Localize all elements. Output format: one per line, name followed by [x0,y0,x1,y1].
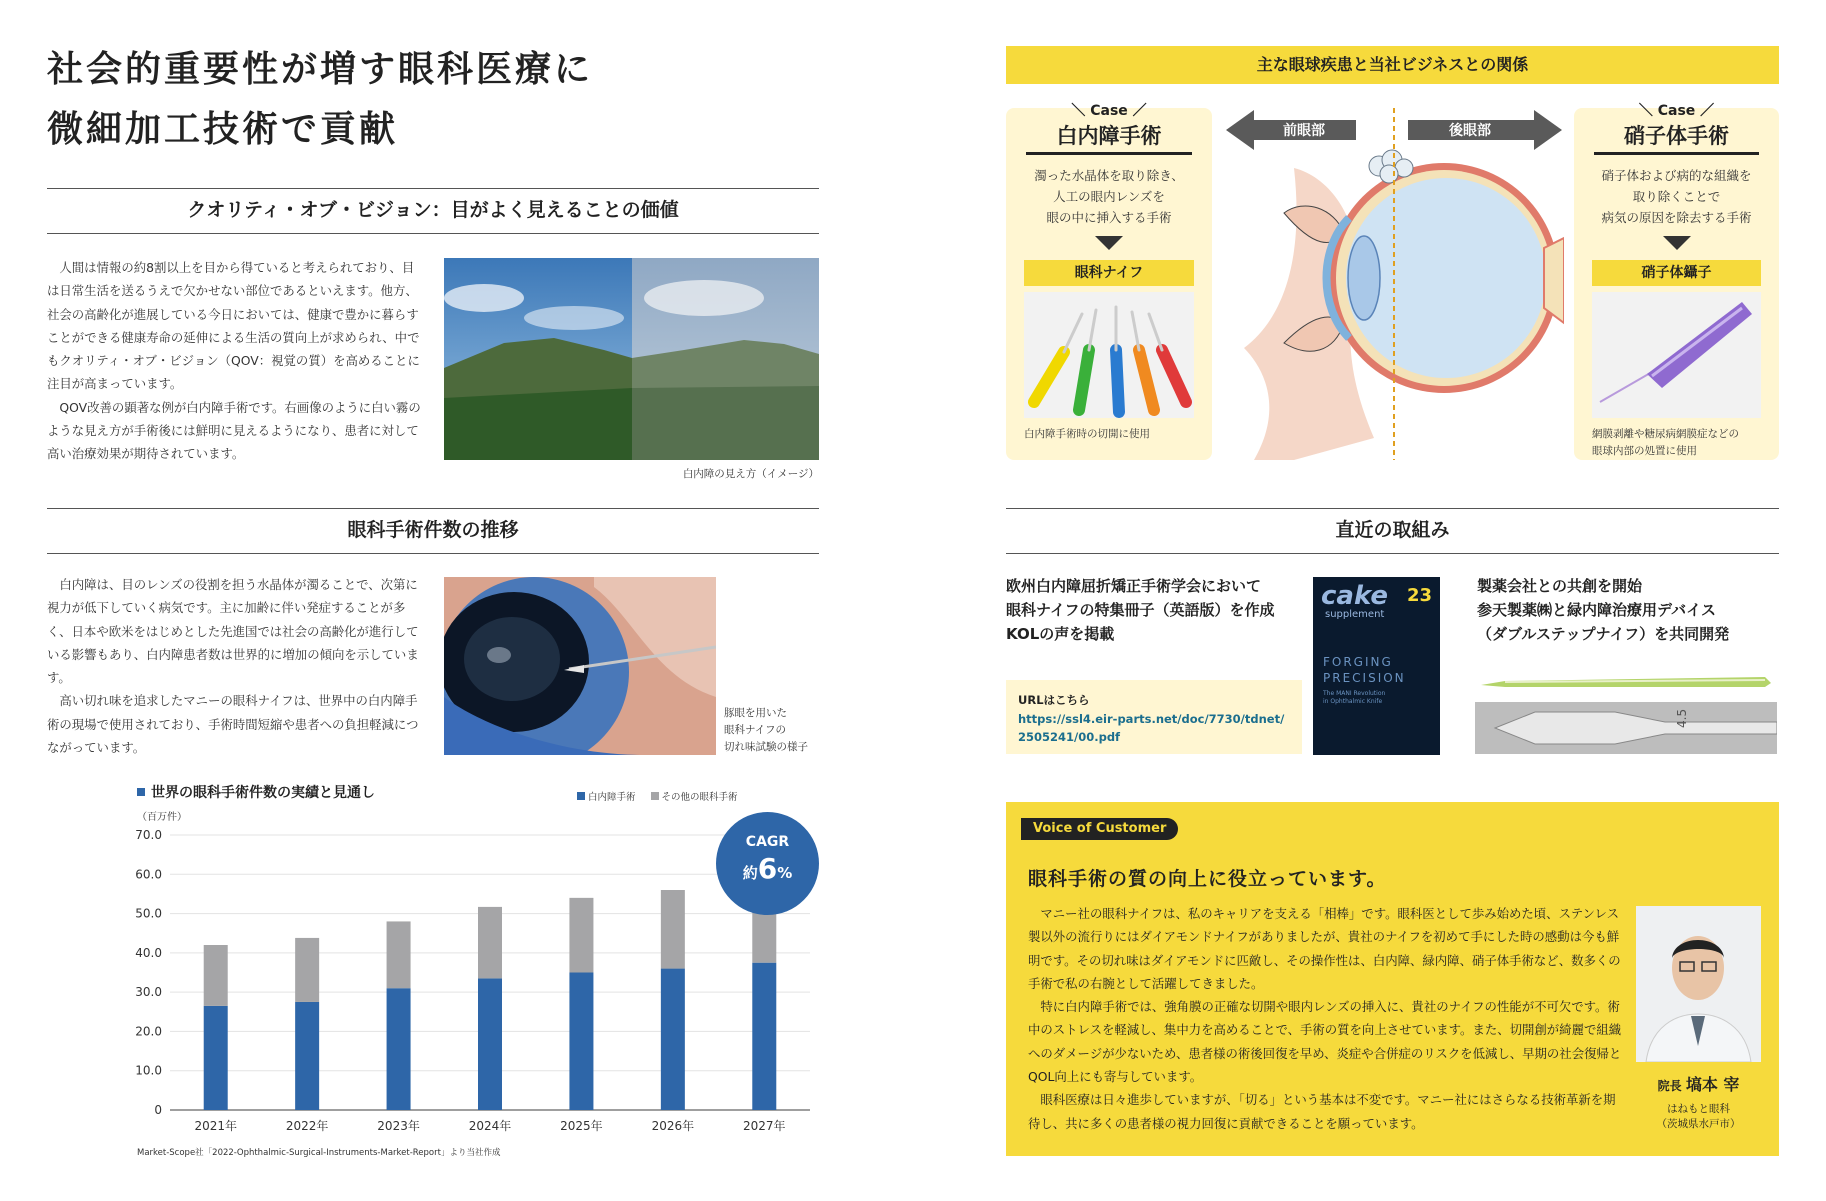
news1-url-link[interactable]: https://ssl4.eir-parts.net/doc/7730/tdnet/ 2505241/00.pdf [1018,712,1285,744]
chart-y-unit: （百万件） [137,812,187,823]
bar-cataract [661,969,685,1110]
qov-paragraph-1: 人間は情報の約8割以上を目から得ていると考えられており、目は日常生活を送るうえで欠かせない部位であるといえます。他方、社会の高齢化が進展している今日においては、健康で豊かに暮らすことができる健康寿命の延伸による生活の質向上が求められ、中でもクオリティ・オブ・ビジョン（QOV：視覚の質）を高めることに注目が高まっています。 [47,260,420,392]
case-vitreous-tag: ＼ Case ／ [1638,103,1715,119]
news1-title: 欧州白内障屈折矯正手術学会において 眼科ナイフの特集冊子（英語版）を作成 KOLの声を掲載 [1006,577,1275,643]
magazine-logo: cake [1321,581,1388,611]
y-tick-label: 70.0 [135,828,162,842]
x-tick-label: 2025年 [560,1119,603,1133]
bar-other [204,945,228,1006]
blade-mark-label: 4.5 [1675,708,1689,728]
front-eye-label: 前眼部 [1283,123,1325,139]
legend-swatch-other [651,792,659,800]
y-tick-label: 0 [154,1103,162,1117]
doctor-info: 院長 塙本 宰 はねもと眼科 （茨城県水戸市） [1656,1075,1741,1130]
chart-source: Market-Scope社「2022-Ophthalmic-Surgical-Instruments-Market-Report」より当社作成 [137,1148,501,1158]
surgery-body [47,573,422,759]
forceps-image [1592,292,1761,418]
recent-section-title: 直近の取組み [1006,508,1779,554]
case-cataract-title: 白内障手術 [1056,124,1162,148]
relation-title: 主な眼球疾患と当社ビジネスとの関係 [1006,46,1779,84]
case-vitreous-title: 硝子体手術 [1624,124,1729,148]
bar-other [569,898,593,973]
x-tick-label: 2022年 [285,1119,329,1133]
y-tick-label: 10.0 [135,1063,162,1078]
legend-swatch-cataract [577,792,585,800]
bar-cataract [295,1002,319,1110]
y-tick-label: 50.0 [135,906,162,921]
y-tick-label: 40.0 [135,945,162,960]
x-tick-label: 2027年 [743,1119,786,1133]
x-tick-label: 2023年 [377,1119,420,1133]
bar-cataract [569,973,593,1111]
magazine-cover: cake 23 supplement FORGING PRECISION The MANI Revolution in Ophthalmic Knife [1313,577,1440,755]
y-tick-label: 20.0 [135,1024,162,1039]
cataract-view-image [444,258,819,460]
legend-label-cataract: 白内障手術 [588,792,636,803]
bar-cataract [204,1006,228,1110]
knife-test-caption: 豚眼を用いた 眼科ナイフの 切れ味試験の様子 [724,707,808,753]
surgery-section-title: 眼科手術件数の推移 [47,508,819,554]
back-eye-label: 後眼部 [1449,123,1491,139]
case-cataract-desc: 濁った水晶体を取り除き、 人工の眼内レンズを 眼の中に挿入する手術 [1034,168,1184,225]
bar-other [661,890,685,969]
y-tick-label: 30.0 [135,985,162,1000]
voc-title: 眼科手術の質の向上に役立っています。 [1028,868,1387,890]
forceps-caption: 網膜剥離や糖尿病網膜症などの 眼球内部の処置に使用 [1592,428,1739,457]
blade-closeup-image [1475,702,1777,754]
case-vitreous [1574,103,1779,460]
bar-other [387,921,411,988]
chart-legend [577,789,738,803]
qov-body [47,256,422,466]
knife-test-image [444,577,716,755]
doctor-photo [1636,906,1761,1062]
cagr-label: CAGR [745,834,790,850]
knife-caption: 白内障手術時の切開に使用 [1024,428,1150,440]
cagr-badge [716,812,819,915]
surgery-paragraph-2: 高い切れ味を追求したマニーの眼科ナイフは、世界中の白内障手術の現場で使用されており、手術時間短縮や患者への負担軽減につながっています。 [47,693,419,756]
x-tick-label: 2024年 [468,1119,512,1133]
arrow-down-icon [1095,236,1123,250]
qov-image-caption: 白内障の見え方（イメージ） [682,468,819,480]
knife-image [1024,292,1194,418]
voc-body: マニー社の眼科ナイフは、私のキャリアを支える「相棒」です。眼科医として歩み始めた頃、ステンレス製以外の流行りにはダイアモンドナイフがありましたが、貴社のナイフを初めて手にした時の感動は今も鮮明です。その切れ味はダイアモンドに匹敵し、その操作性は、白内障、緑内障、硝子体手術など、数多くの手術で私の右腕として活躍してきました。 特に白内障手術では、強角膜の正確な切開や眼内レンズの挿入に、貴社のナイフの性能が不可欠です。術中のストレスを軽減し、集中力を高めることで、手術の質を向上させています。また、切開創が綺麗で組織へのダメージが少ないため、患者様の術後回復を早め、炎症や合併症のリスクを低減し、早期の社会復帰とQOL向上にも寄与しています。 眼科医療は日々進歩していますが、「切る」という基本は不変です。マニー社にはさらなる技術革新を期待し、共に多くの患者様の視力回復に貢献できることを願っています。 [1028,906,1622,1131]
surgery-paragraph-1: 白内障は、目のレンズの役割を担う水晶体が濁ることで、次第に視力が低下していく病気です。主に加齢に伴い発症することが多く、日本や欧米をはじめとした先進国では社会の高齢化が進行している影響もあり、白内障患者数は世界的に増加の傾向を示しています。 [47,577,419,686]
bar-cataract [752,963,776,1110]
bar-other [478,907,502,978]
eye-diagram [1224,108,1564,460]
voice-of-customer [1006,802,1779,1156]
voc-tag: Voice of Customer [1021,818,1178,840]
page-heading [47,40,593,160]
qov-section-title: クオリティ・オブ・ビジョン：目がよく見えることの価値 [47,188,819,234]
bar-cataract [478,978,502,1110]
case-vitreous-desc: 硝子体および病的な組織を 取り除くことで 病気の原因を除去する手術 [1601,168,1752,225]
case-cataract [1006,103,1212,460]
url-label: URLはこちら [1018,693,1090,707]
case-cataract-tag: ＼ Case ／ [1071,103,1147,119]
chart-title: 世界の眼科手術件数の実績と見通し [137,782,375,802]
news1-url-box [1006,680,1302,754]
heading-line-1: 社会的重要性が増す眼科医療に [47,49,594,90]
tool-label-knife: 眼科ナイフ [1024,260,1194,286]
double-step-knife-image [1475,663,1777,697]
arrow-down-icon [1663,236,1691,250]
bar-cataract [387,988,411,1110]
heading-line-2: 微細加工技術で貢献 [47,109,399,150]
tool-label-forceps: 硝子体鑷子 [1592,260,1761,286]
y-tick-label: 60.0 [135,867,162,882]
qov-paragraph-2: QOV改善の顕著な例が白内障手術です。右画像のように白い霧のような見え方が手術後には鮮明に見えるようになり、患者に対して高い治療効果が期待されています。 [47,399,421,462]
news2-title: 製薬会社との共創を開始 参天製薬㈱と緑内障治療用デバイス （ダブルステップナイフ）を共同開発 [1477,577,1730,643]
x-tick-label: 2026年 [651,1119,695,1133]
legend-label-other: その他の眼科手術 [661,792,738,803]
x-tick-label: 2021年 [194,1119,237,1133]
cagr-value: 約6% [742,852,793,885]
bar-other [295,938,319,1002]
